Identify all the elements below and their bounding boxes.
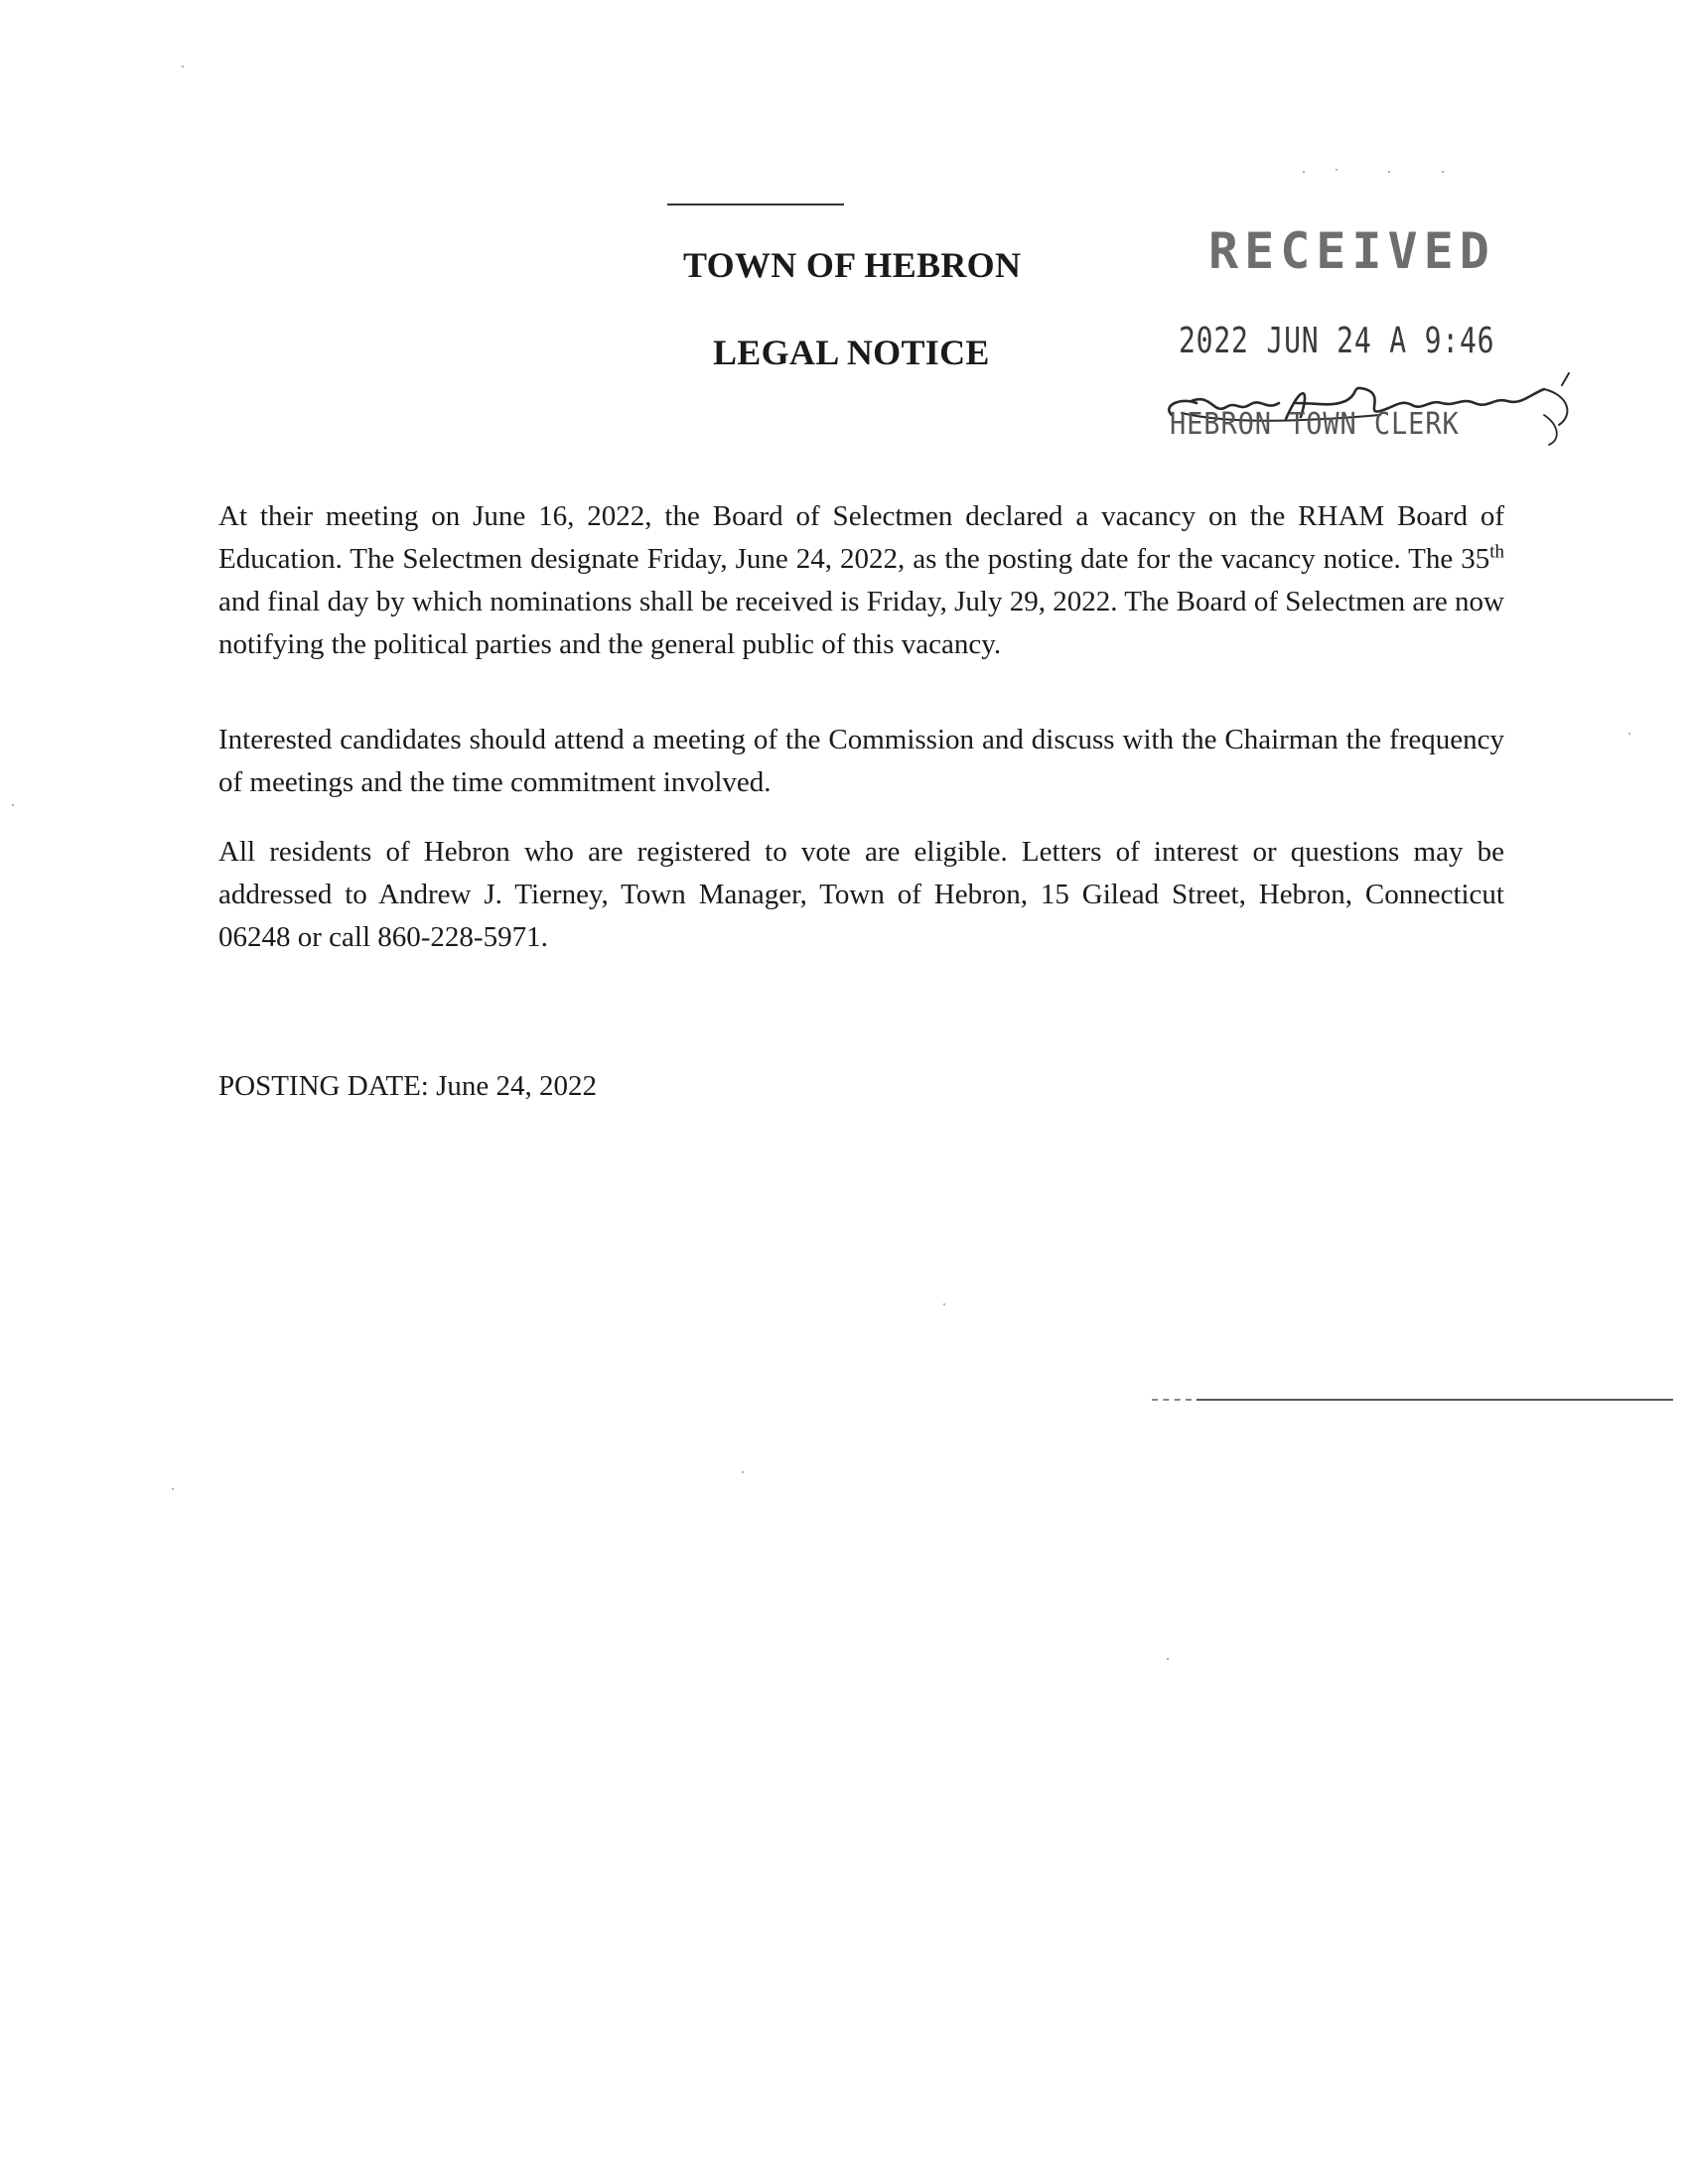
legal-notice-title: LEGAL NOTICE bbox=[713, 333, 990, 372]
scan-speck bbox=[1303, 171, 1305, 173]
scan-speck bbox=[1442, 171, 1444, 173]
posting-date: POSTING DATE: June 24, 2022 bbox=[218, 1070, 598, 1102]
scan-speck bbox=[1628, 733, 1630, 735]
vacancy-text-start: At their meeting on June 16, 2022, the Board of Selectmen declared a vacancy on the RHAM Board of Education. The Selectmen designate Friday, June 24, 2022, as the posting date for the vacancy notice. The 35 bbox=[218, 500, 1504, 575]
scan-speck bbox=[943, 1303, 945, 1305]
scan-speck bbox=[1336, 169, 1338, 171]
received-stamp: RECEIVED bbox=[1208, 222, 1495, 280]
bottom-rule-dash bbox=[1152, 1399, 1192, 1401]
scan-speck bbox=[742, 1471, 744, 1473]
town-title: TOWN OF HEBRON bbox=[683, 245, 1022, 285]
scan-speck bbox=[12, 804, 14, 806]
town-clerk-stamp: HEBRON TOWN CLERK bbox=[1170, 407, 1460, 442]
received-stamp-datetime: 2022 JUN 24 A 9:46 bbox=[1179, 321, 1495, 361]
ordinal-suffix: th bbox=[1489, 541, 1504, 563]
top-rule bbox=[667, 204, 844, 205]
scan-speck bbox=[1167, 1658, 1169, 1660]
vacancy-text-end: and final day by which nominations shall be received is Friday, July 29, 2022. The Board of Selectmen are now notifying the political parties and the general public of this vacancy. bbox=[218, 586, 1504, 660]
bottom-rule bbox=[1197, 1399, 1673, 1401]
candidates-paragraph: Interested candidates should attend a meeting of the Commission and discuss with the Chairman the frequency of meetings and the time commitment involved. bbox=[218, 724, 1504, 798]
scan-speck bbox=[172, 1488, 174, 1490]
vacancy-paragraph bbox=[218, 495, 1504, 666]
eligibility-paragraph: All residents of Hebron who are registered to vote are eligible. Letters of interest or questions may be addressed to Andrew J. Tierney, Town Manager, Town of Hebron, 15 Gilead Street, Hebron, Connecticut 06248 or call 860-228-5971. bbox=[218, 836, 1504, 953]
scan-speck bbox=[182, 66, 184, 68]
scan-speck bbox=[1388, 171, 1390, 173]
